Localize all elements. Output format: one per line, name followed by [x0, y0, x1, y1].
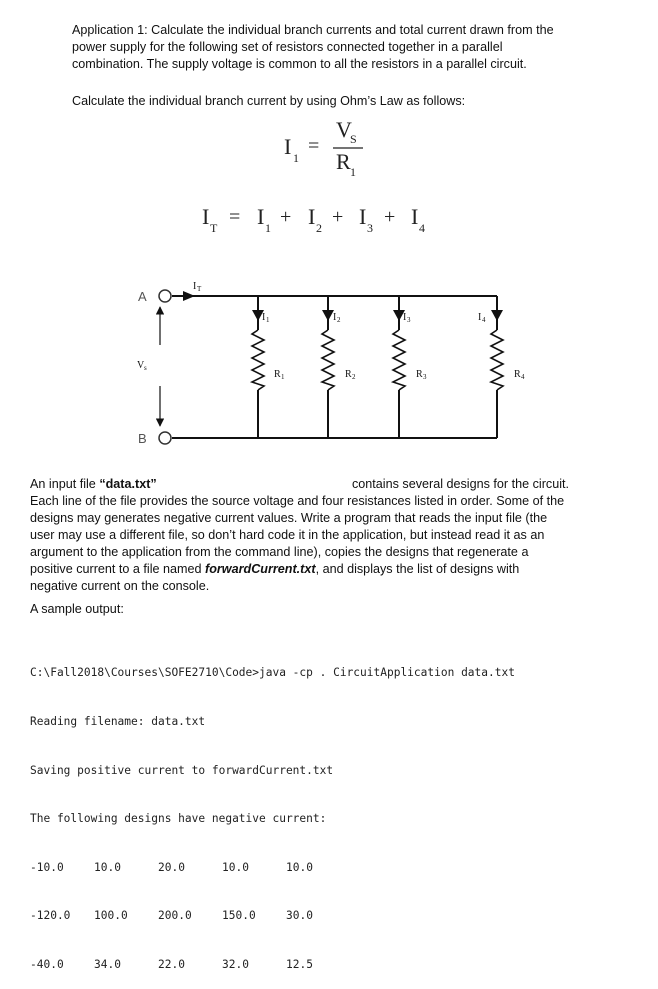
resistor-4-label: R: [514, 369, 521, 380]
console-saving: Saving positive current to forwardCurrent.txt: [30, 763, 334, 777]
f1-equals: =: [308, 135, 320, 157]
cell: 10.0: [286, 860, 313, 874]
input-line-6-pre: positive current to a file named: [30, 562, 206, 576]
input-file-line: [30, 476, 630, 493]
input-right-text: contains several designs for the circuit.: [352, 477, 569, 491]
f2-plus-3: +: [384, 206, 396, 228]
input-line-4: user may use a different file, so don’t hard code it in the application, but instead read it as an: [30, 528, 545, 542]
console-command: C:\Fall2018\Courses\SOFE2710\Code>java -cp . CircuitApplication data.txt: [30, 666, 515, 680]
f1-denominator-sub: 1: [350, 165, 356, 179]
cell: 32.0: [222, 958, 249, 972]
console-row: [30, 860, 515, 876]
total-current-arrow: [183, 291, 195, 301]
node-a-label: A: [138, 289, 147, 304]
branch-3-current-label: I: [403, 312, 407, 323]
cell: 10.0: [94, 860, 121, 874]
f1-lhs: I: [284, 134, 292, 159]
branch-4-current-label: I: [478, 312, 482, 323]
f1-numerator: V: [336, 117, 352, 142]
console-following: The following designs have negative current:: [30, 812, 327, 826]
input-line-5: argument to the application from the command line), copies the designs that regenerate a: [30, 545, 529, 559]
node-b-label: B: [138, 431, 147, 446]
cell: 22.0: [158, 958, 185, 972]
cell: 30.0: [286, 909, 313, 923]
input-line-6-post: , and displays the list of designs with: [315, 562, 520, 576]
sample-output-label: A sample output:: [30, 602, 124, 616]
branch-4-current-arrow: [491, 310, 503, 321]
ohm-law-line: Calculate the individual branch current by using Ohm’s Law as follows:: [72, 94, 466, 108]
f1-lhs-sub: 1: [293, 151, 299, 165]
branch-3-current-label-sub: 3: [407, 316, 411, 324]
input-line-2: Each line of the file provides the source voltage and four resistances listed in order. Some of the: [30, 494, 565, 508]
resistor-1-label: R: [274, 369, 281, 380]
branch-2-current-label-sub: 2: [337, 316, 341, 324]
console-reading: Reading filename: data.txt: [30, 715, 206, 729]
source-voltage-label-sub: s: [144, 364, 147, 372]
intro-line-2: power supply for the following set of resistors connected together in a parallel: [72, 40, 503, 54]
f2-term-2: I: [308, 204, 316, 229]
input-description-paragraph: [30, 493, 630, 595]
f2-term-1-sub: 1: [265, 221, 271, 235]
cell: -10.0: [30, 860, 64, 874]
output-filename: forwardCurrent.txt: [205, 562, 316, 576]
resistor-3-label-sub: 3: [423, 373, 427, 381]
input-line-7: negative current on the console.: [30, 579, 210, 593]
cell: 150.0: [222, 909, 256, 923]
cell: 12.5: [286, 958, 313, 972]
resistor-1-label-sub: 1: [281, 373, 285, 381]
f2-plus-2: +: [332, 206, 344, 228]
resistor-3-label: R: [416, 369, 423, 380]
terminal-b: [159, 432, 171, 444]
input-line-3: designs may generates negative current values. Write a program that reads the input file (the: [30, 511, 548, 525]
f2-lhs: I: [202, 204, 210, 229]
console-output: [30, 633, 515, 989]
f1-denominator: R: [336, 149, 351, 174]
input-prefix: An input file: [30, 477, 100, 491]
resistor-2-label: R: [345, 369, 352, 380]
resistor-2-zigzag: [322, 330, 334, 390]
source-voltage-label: V: [137, 360, 145, 371]
resistor-4-label-sub: 4: [521, 373, 525, 381]
intro-line-1: Application 1: Calculate the individual branch currents and total current drawn from the: [72, 23, 554, 37]
total-current-label: I: [193, 281, 197, 292]
branch-2-current-label: I: [333, 312, 337, 323]
cell: 200.0: [158, 909, 192, 923]
f2-term-3: I: [359, 204, 367, 229]
input-filename: “data.txt”: [99, 477, 157, 491]
console-row: [30, 908, 515, 924]
branch-4-current-label-sub: 4: [482, 316, 486, 324]
resistor-1-zigzag: [252, 330, 264, 390]
cell: 34.0: [94, 958, 121, 972]
branch-1-current-label-sub: 1: [266, 316, 270, 324]
branch-1-current-label: I: [262, 312, 266, 323]
resistor-2-label-sub: 2: [352, 373, 356, 381]
console-row: [30, 957, 515, 973]
cell: -120.0: [30, 909, 71, 923]
f2-term-4: I: [411, 204, 419, 229]
terminal-a: [159, 290, 171, 302]
f1-numerator-sub: S: [350, 132, 357, 146]
total-current-label-sub: T: [197, 285, 202, 293]
resistor-3-zigzag: [393, 330, 405, 390]
cell: 100.0: [94, 909, 128, 923]
resistor-4-zigzag: [491, 330, 503, 390]
f2-term-4-sub: 4: [419, 221, 425, 235]
cell: 10.0: [222, 860, 249, 874]
intro-line-3: combination. The supply voltage is common to all the resistors in a parallel circuit.: [72, 57, 527, 71]
cell: -40.0: [30, 958, 64, 972]
f2-term-3-sub: 3: [367, 221, 373, 235]
f2-term-2-sub: 2: [316, 221, 322, 235]
f2-equals: =: [229, 206, 241, 228]
f2-term-1: I: [257, 204, 265, 229]
f2-plus-1: +: [280, 206, 292, 228]
f2-lhs-sub: T: [210, 221, 218, 235]
cell: 20.0: [158, 860, 185, 874]
